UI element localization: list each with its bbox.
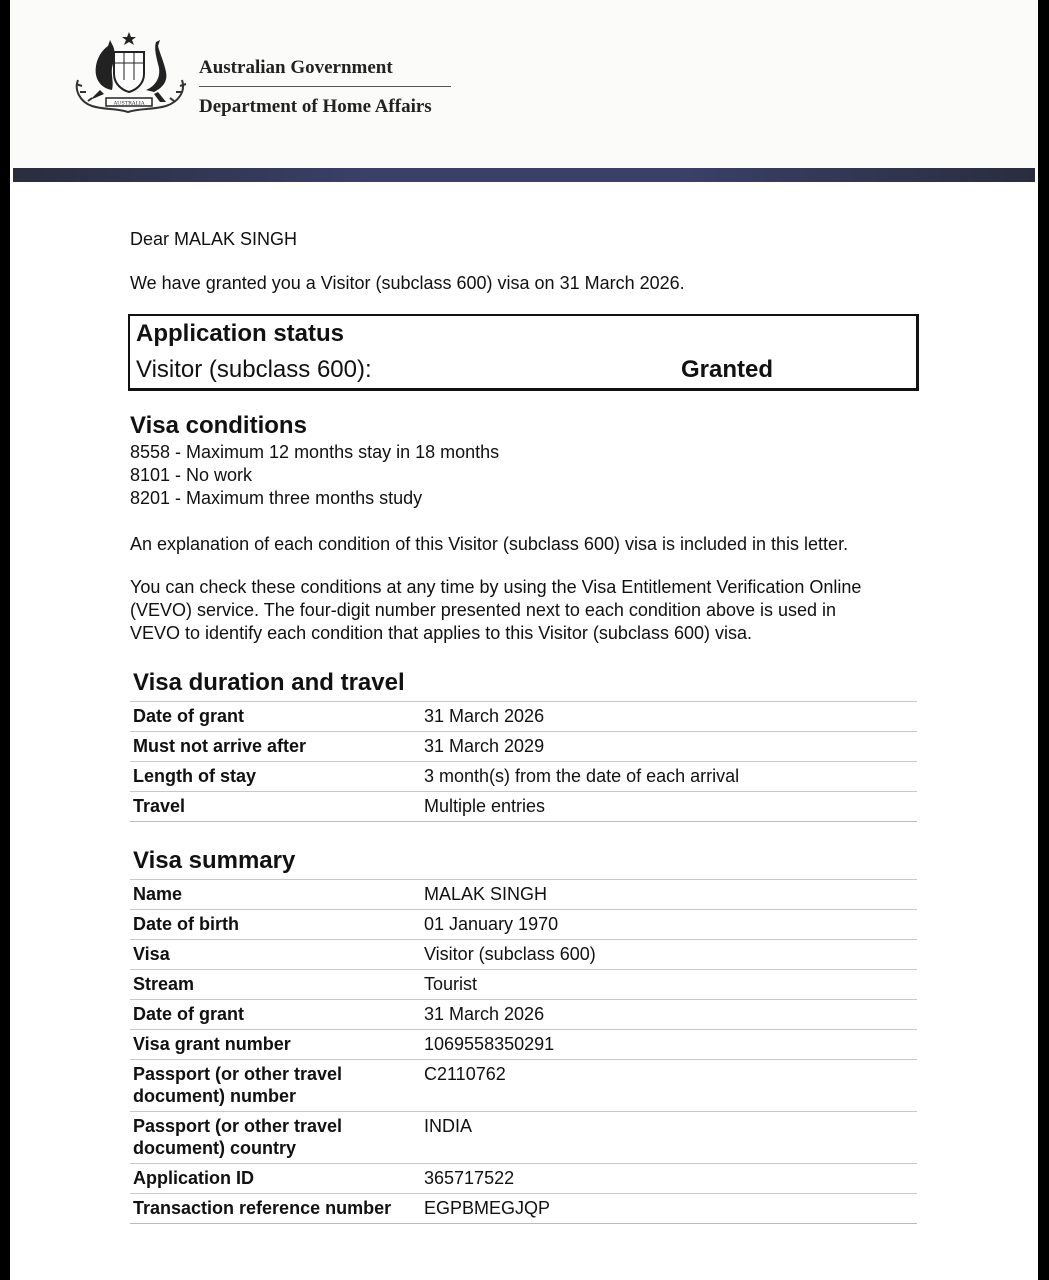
table-row (130, 1112, 917, 1164)
duration-title: Visa duration and travel (133, 669, 405, 696)
table-row (130, 970, 917, 1000)
table-row (130, 792, 917, 822)
status-label: Visitor (subclass 600): (136, 356, 372, 383)
table-row (130, 880, 917, 910)
row-value: C2110762 (421, 1060, 917, 1112)
header-band (13, 168, 1035, 182)
table-row (130, 762, 917, 792)
row-key: Visa grant number (130, 1030, 421, 1060)
row-key: Visa (130, 940, 421, 970)
row-key: Date of grant (130, 1000, 421, 1030)
row-value: Visitor (subclass 600) (421, 940, 917, 970)
vevo-paragraph-line: You can check these conditions at any time by using the Visa Entitlement Verification Online (130, 577, 862, 597)
greeting: Dear MALAK SINGH (130, 229, 298, 249)
table-row (130, 702, 917, 732)
summary-title: Visa summary (133, 847, 296, 874)
row-value: EGPBMEGJQP (421, 1194, 917, 1224)
row-key: Application ID (130, 1164, 421, 1194)
table-row (130, 1060, 917, 1112)
row-key: Transaction reference number (130, 1194, 421, 1224)
visa-grant-letter (10, 0, 1038, 1280)
department-name: Department of Home Affairs (199, 96, 432, 117)
status-title: Application status (136, 320, 345, 347)
row-value: 31 March 2026 (421, 702, 917, 732)
row-value: 31 March 2026 (421, 1000, 917, 1030)
table-row (130, 1030, 917, 1060)
condition-item: 8101 - No work (130, 465, 253, 485)
status-value: Granted (681, 356, 774, 383)
summary-table (130, 879, 917, 1224)
row-value: 3 month(s) from the date of each arrival (421, 762, 917, 792)
condition-item: 8558 - Maximum 12 months stay in 18 months (130, 442, 500, 462)
conditions-title: Visa conditions (130, 412, 307, 439)
table-row (130, 1164, 917, 1194)
row-value: INDIA (421, 1112, 917, 1164)
row-value: MALAK SINGH (421, 880, 917, 910)
table-row (130, 1000, 917, 1030)
row-key: Travel (130, 792, 421, 822)
row-value: 31 March 2029 (421, 732, 917, 762)
row-key: Stream (130, 970, 421, 1000)
duration-table (130, 701, 917, 822)
coat-of-arms-icon (70, 30, 192, 126)
grant-intro: We have granted you a Visitor (subclass 600) visa on 31 March 2026. (130, 273, 685, 293)
row-key: Passport (or other travel document) country (130, 1112, 421, 1164)
table-row (130, 1194, 917, 1224)
government-name: Australian Government (199, 57, 393, 78)
row-value: Tourist (421, 970, 917, 1000)
table-row (130, 910, 917, 940)
row-key: Date of grant (130, 702, 421, 732)
vevo-paragraph-line: (VEVO) service. The four-digit number presented next to each condition above is used in (130, 600, 837, 620)
table-row (130, 732, 917, 762)
row-value: 365717522 (421, 1164, 917, 1194)
letter-header (10, 0, 1038, 168)
row-value: 1069558350291 (421, 1030, 917, 1060)
row-value: 01 January 1970 (421, 910, 917, 940)
row-key: Name (130, 880, 421, 910)
row-key: Length of stay (130, 762, 421, 792)
row-key: Date of birth (130, 910, 421, 940)
table-row (130, 940, 917, 970)
row-value: Multiple entries (421, 792, 917, 822)
condition-item: 8201 - Maximum three months study (130, 488, 423, 508)
row-key: Must not arrive after (130, 732, 421, 762)
row-key: Passport (or other travel document) number (130, 1060, 421, 1112)
conditions-explanation: An explanation of each condition of this Visitor (subclass 600) visa is included in this letter. (130, 534, 849, 554)
header-rule (199, 86, 451, 87)
application-status-box (128, 314, 919, 391)
svg-text:AUSTRALIA: AUSTRALIA (113, 100, 145, 107)
vevo-paragraph-line: VEVO to identify each condition that applies to this Visitor (subclass 600) visa. (130, 623, 752, 643)
